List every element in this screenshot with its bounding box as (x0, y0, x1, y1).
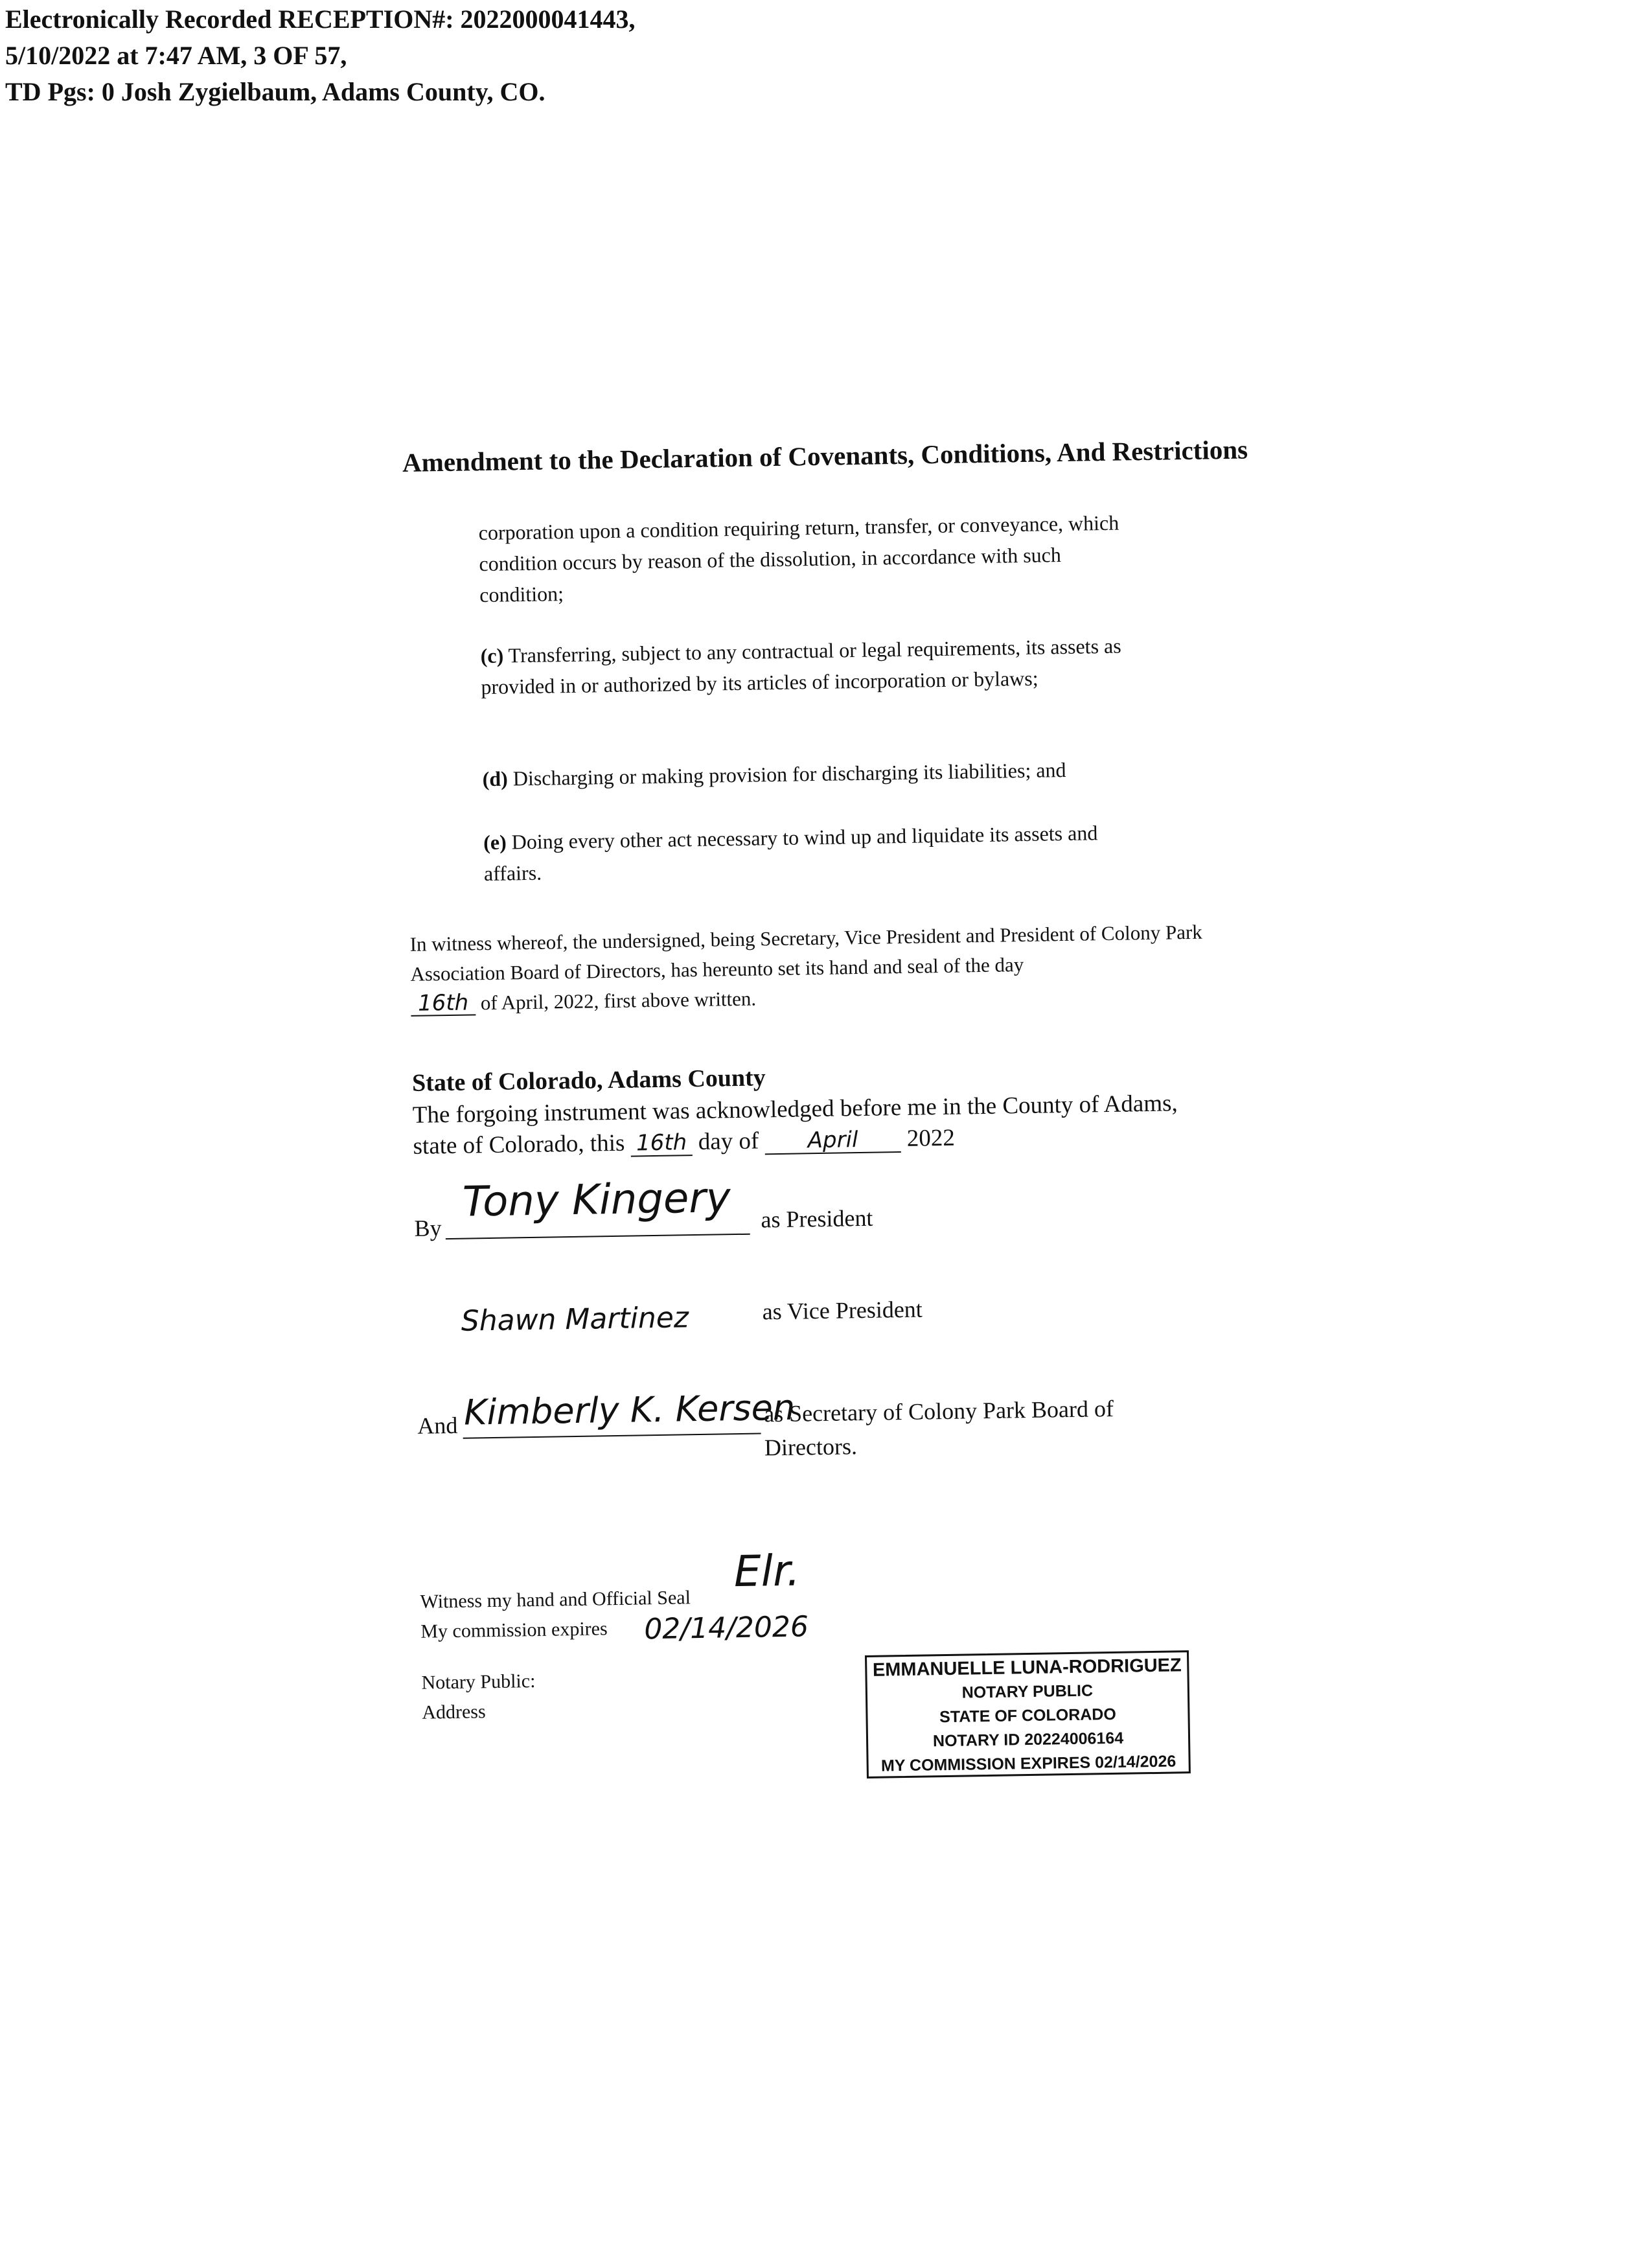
and-label: And (417, 1412, 458, 1439)
stamp-line-4: NOTARY ID 20224006164 (932, 1729, 1124, 1751)
clause-c (480, 630, 1135, 702)
witness-text: In witness whereof, the undersigned, being Secretary, Vice President and President of Colony Park Association Board of Directors, has hereunto set its hand and seal of the day (409, 920, 1203, 985)
witness-day-handwritten: 16th (411, 991, 476, 1017)
acknowledgment-text (412, 1087, 1255, 1162)
clause-d (482, 753, 1137, 794)
vice-president-role: as Vice President (762, 1296, 923, 1325)
clause-c-label: (c) (480, 643, 504, 668)
acknowledgment-year: 2022 (906, 1124, 956, 1152)
president-signature-line (446, 1234, 750, 1239)
stamp-line-3: STATE OF COLORADO (939, 1705, 1117, 1727)
clause-e (483, 816, 1138, 889)
acknowledgment-day-of: day of (698, 1127, 759, 1155)
document-title: Amendment to the Declaration of Covenants, Conditions, And Restrictions (402, 434, 1248, 478)
notary-public-label: Notary Public: (421, 1670, 536, 1694)
clause-continuation: corporation upon a condition requiring return, transfer, or conveyance, which condition occurs by reason of the dissolution, in accordance with such condition; (478, 511, 1119, 607)
secretary-signature: Kimberly K. Kersen (463, 1387, 796, 1433)
acknowledgment-line-1: The forgoing instrument was acknowledged before me in the County of Adams, (412, 1090, 1178, 1129)
president-signature: Tony Kingery (462, 1174, 731, 1226)
notary-stamp (865, 1650, 1191, 1779)
vice-president-signature: Shawn Martinez (461, 1301, 689, 1338)
by-label: By (414, 1215, 442, 1241)
notary-labels (421, 1666, 536, 1728)
address-label: Address (422, 1701, 486, 1723)
secretary-signature-line (463, 1433, 761, 1438)
witness-text-end: of April, 2022, first above written. (480, 987, 757, 1015)
stamp-line-5: MY COMMISSION EXPIRES 02/14/2026 (880, 1752, 1176, 1775)
recording-header (5, 1, 636, 110)
secretary-role-line-2: Directors. (764, 1433, 858, 1461)
recording-header-line-3: TD Pgs: 0 Josh Zygielbaum, Adams County, CO. (5, 77, 545, 106)
acknowledgment-day-handwritten: 16th (630, 1130, 693, 1157)
recording-header-line-2: 5/10/2022 at 7:47 AM, 3 OF 57, (5, 41, 347, 70)
recording-header-line-1: Electronically Recorded RECEPTION#: 2022000041443, (5, 5, 636, 34)
witness-clause (409, 917, 1227, 1019)
commission-label: My commission expires (420, 1618, 608, 1642)
clause-d-text: Discharging or making provision for discharging its liabilities; and (507, 757, 1066, 790)
notary-initials-signature: Elr. (733, 1545, 801, 1597)
acknowledgment-line-2-start: state of Colorado, this (413, 1129, 625, 1160)
clause-e-text: Doing every other act necessary to wind up and liquidate its assets and affairs. (483, 821, 1098, 886)
commission-date-handwritten: 02/14/2026 (643, 1610, 809, 1646)
acknowledgment-month-handwritten: April (764, 1127, 901, 1155)
stamp-line-2: NOTARY PUBLIC (961, 1681, 1094, 1702)
clause-e-label: (e) (483, 830, 507, 855)
acknowledgment-heading: State of Colorado, Adams County (411, 1064, 766, 1097)
clause-c-text: Transferring, subject to any contractual or legal requirements, its assets as provided in or authorized by its articles of incorporation or bylaws; (481, 634, 1121, 699)
clause-d-label: (d) (482, 766, 509, 791)
secretary-role-line-1: as Secretary of Colony Park Board of (763, 1395, 1114, 1427)
president-role: as President (761, 1204, 873, 1233)
witness-seal-label: Witness my hand and Official Seal (420, 1587, 691, 1613)
stamp-notary-name: EMMANUELLE LUNA-RODRIGUEZ (872, 1655, 1182, 1681)
